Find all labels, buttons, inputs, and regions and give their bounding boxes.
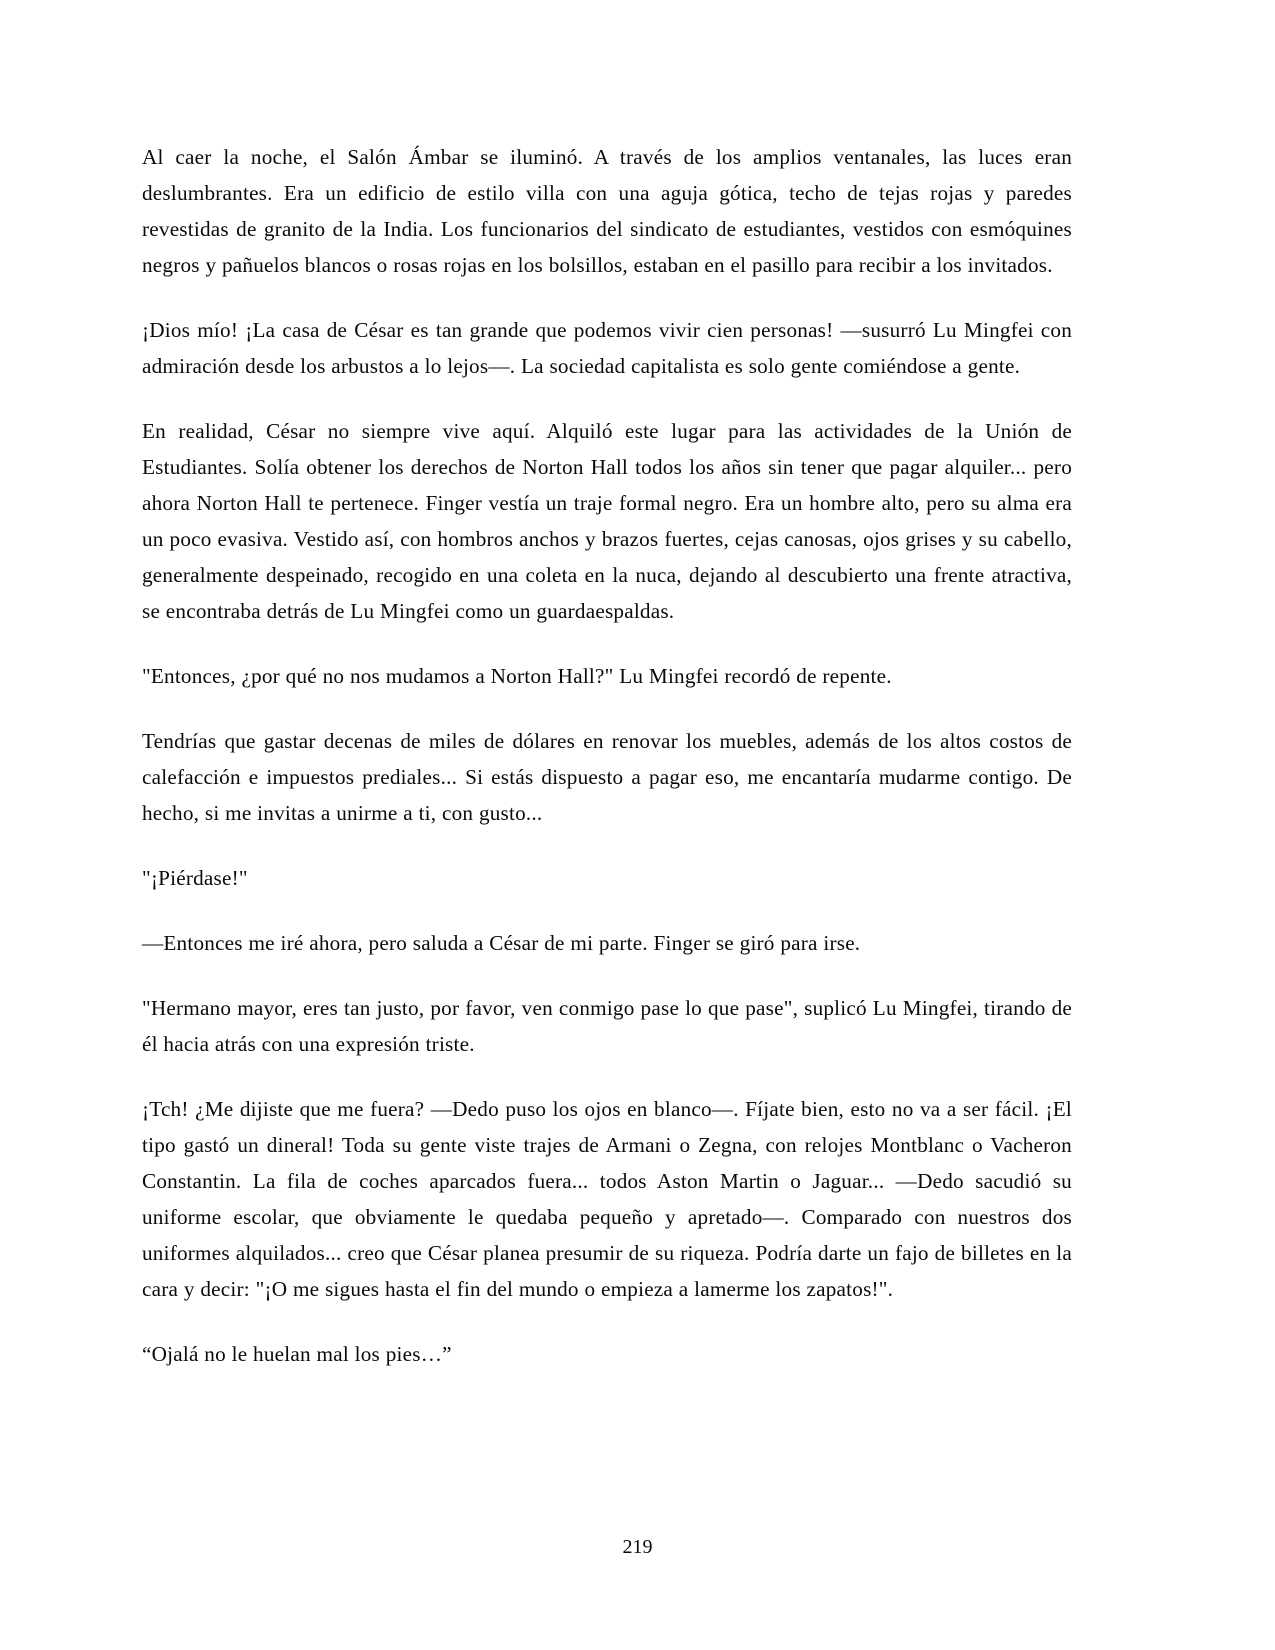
paragraph-6: "¡Piérdase!" [142, 866, 248, 890]
paragraph-1: Al caer la noche, el Salón Ámbar se iluminó. A través de los amplios ventanales, las luces eran deslumbrantes. Era un edificio de estilo villa con una aguja gótica, techo de tejas rojas y paredes revestidas de granito de la India. Los funcionarios del sindicato de estudiantes, vestidos con esmóquines negros y pañuelos blancos o rosas rojas en los bolsillos, estaban en el pasillo para recibir a los invitados. [142, 145, 1072, 277]
paragraph-7: —Entonces me iré ahora, pero saluda a César de mi parte. Finger se giró para irse. [142, 931, 861, 955]
paragraph-3: En realidad, César no siempre vive aquí. Alquiló este lugar para las actividades de la Unión de Estudiantes. Solía obtener los derechos de Norton Hall todos los años sin tener que pagar alquiler... pero ahora Norton Hall te pertenece. Finger vestía un traje formal negro. Era un hombre alto, pero su alma era un poco evasiva. Vestido así, con hombros anchos y brazos fuertes, cejas canosas, ojos grises y su cabello, generalmente despeinado, recogido en una coleta en la nuca, dejando al descubierto una frente atractiva, se encontraba detrás de Lu Mingfei como un guardaespaldas. [142, 419, 1072, 623]
paragraph-9: ¡Tch! ¿Me dijiste que me fuera? —Dedo puso los ojos en blanco—. Fíjate bien, esto no va a ser fácil. ¡El tipo gastó un dineral! Toda su gente viste trajes de Armani o Zegna, con relojes Montblanc o Vacheron Constantin. La fila de coches aparcados fuera... todos Aston Martin o Jaguar... —Dedo sacudió su uniforme escolar, que obviamente le quedaba pequeño y apretado—. Comparado con nuestros dos uniformes alquilados... creo que César planea presumir de su riqueza. Podría darte un fajo de billetes en la cara y decir: "¡O me sigues hasta el fin del mundo o empieza a lamerme los zapatos!". [142, 1097, 1072, 1301]
body-text-column [142, 139, 1072, 1372]
page-number: 219 [622, 1536, 653, 1558]
paragraph-10: “Ojalá no le huelan mal los pies…” [142, 1342, 452, 1366]
paragraph-5: Tendrías que gastar decenas de miles de dólares en renovar los muebles, además de los altos costos de calefacción e impuestos prediales... Si estás dispuesto a pagar eso, me encantaría mudarme contigo. De hecho, si me invitas a unirme a ti, con gusto... [142, 729, 1072, 825]
paragraph-8: "Hermano mayor, eres tan justo, por favor, ven conmigo pase lo que pase", suplicó Lu Mingfei, tirando de él hacia atrás con una expresión triste. [142, 996, 1072, 1056]
paragraph-4: "Entonces, ¿por qué no nos mudamos a Norton Hall?" Lu Mingfei recordó de repente. [142, 664, 892, 688]
paragraph-2: ¡Dios mío! ¡La casa de César es tan grande que podemos vivir cien personas! —susurró Lu Mingfei con admiración desde los arbustos a lo lejos—. La sociedad capitalista es solo gente comiéndose a gente. [142, 318, 1072, 378]
